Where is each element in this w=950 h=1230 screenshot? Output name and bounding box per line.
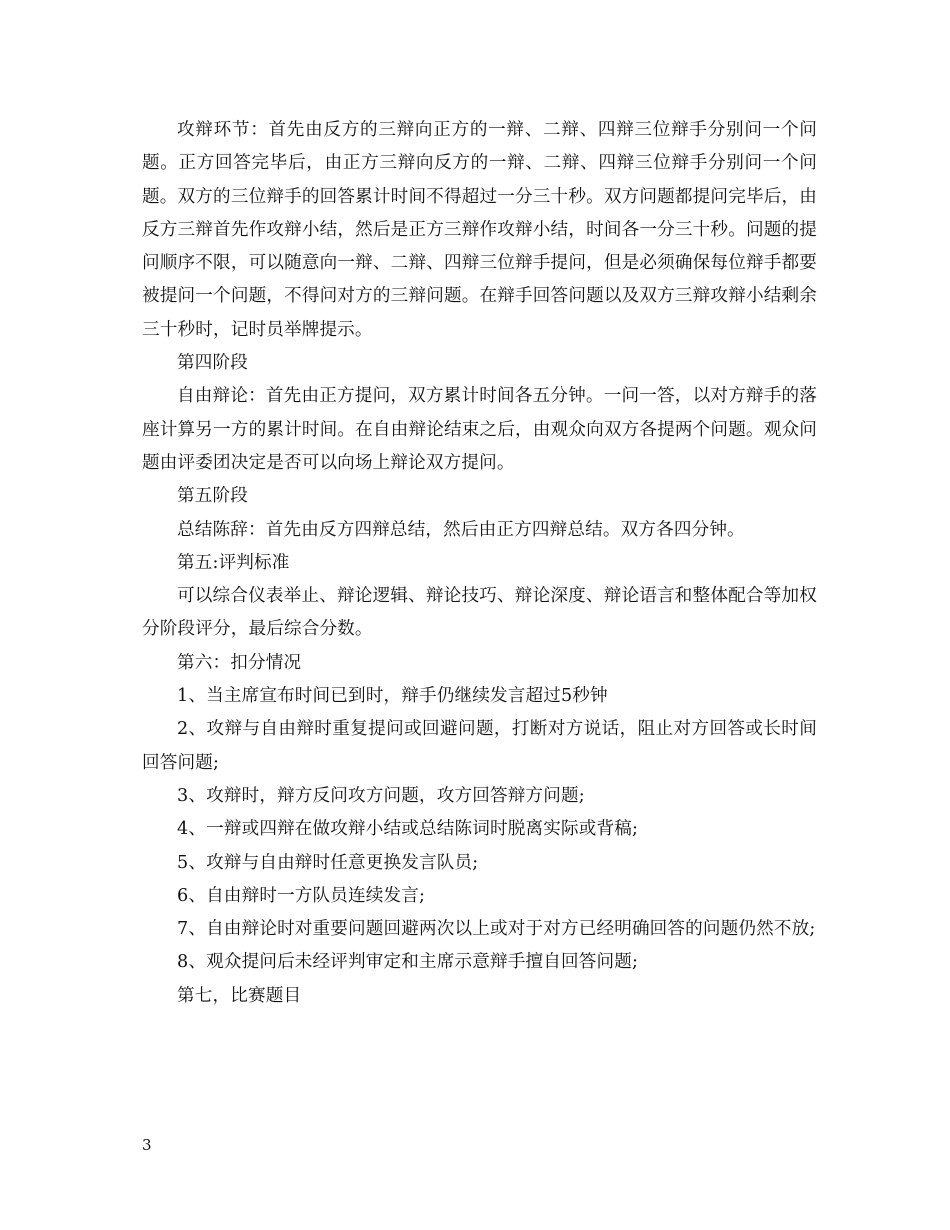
- heading-competition-topics: 第七，比赛题目: [177, 985, 302, 1006]
- document-body: [142, 114, 817, 1013]
- heading-judging-criteria: 第五:评判标准: [177, 552, 290, 573]
- deduction-item-5: 5、攻辩与自由辩时任意更换发言队员;: [177, 852, 479, 873]
- paragraph-debate-cross-examination: 攻辩环节：首先由反方的三辩向正方的一辩、二辩、四辩三位辩手分别问一个问题。正方回答完毕后，由正方三辩向反方的一辩、二辩、四辩三位辩手分别问一个问题。双方的三位辩手的回答累计时间不得超过一分三十秒。双方问题都提问完毕后，由反方三辩首先作攻辩小结，然后是正方三辩作攻辩小结，时间各一分三十秒。问题的提问顺序不限，可以随意向一辩、二辩、四辩三位辩手提问，但是必须确保每位辩手都要被提问一个问题，不得问对方的三辩问题。在辩手回答问题以及双方三辩攻辩小结剩余三十秒时，记时员举牌提示。: [142, 120, 817, 340]
- heading-deductions: 第六：扣分情况: [177, 652, 302, 673]
- deduction-item-1: 1、当主席宣布时间已到时，辩手仍继续发言超过5秒钟: [177, 686, 608, 707]
- deduction-item-4: 4、一辩或四辩在做攻辩小结或总结陈词时脱离实际或背稿;: [177, 819, 639, 840]
- paragraph-judging-criteria: 可以综合仪表举止、辩论逻辑、辩论技巧、辩论深度、辩论语言和整体配合等加权分阶段评分，最后综合分数。: [142, 586, 817, 640]
- heading-stage-four: 第四阶段: [177, 353, 248, 374]
- paragraph-closing-statement: 总结陈辞：首先由反方四辩总结，然后由正方四辩总结。双方各四分钟。: [177, 519, 745, 540]
- deduction-item-2: 2、攻辩与自由辩时重复提问或回避问题，打断对方说话，阻止对方回答或长时间回答问题;: [142, 719, 817, 773]
- heading-stage-five: 第五阶段: [177, 486, 248, 507]
- deduction-item-3: 3、攻辩时，辩方反问攻方问题，攻方回答辩方问题;: [177, 785, 585, 806]
- deduction-item-6: 6、自由辩时一方队员连续发言;: [177, 885, 426, 906]
- page-number: 3: [142, 1136, 152, 1154]
- deduction-item-7: 7、自由辩论时对重要问题回避两次以上或对于对方已经明确回答的问题仍然不放;: [177, 919, 816, 940]
- paragraph-free-debate: 自由辩论：首先由正方提问，双方累计时间各五分钟。一问一答，以对方辩手的落座计算另一方的累计时间。在自由辩论结束之后，由观众向双方各提两个问题。观众问题由评委团决定是否可以向场上辩论双方提问。: [142, 386, 817, 473]
- deduction-item-8: 8、观众提问后未经评判审定和主席示意辩手擅自回答问题;: [177, 952, 639, 973]
